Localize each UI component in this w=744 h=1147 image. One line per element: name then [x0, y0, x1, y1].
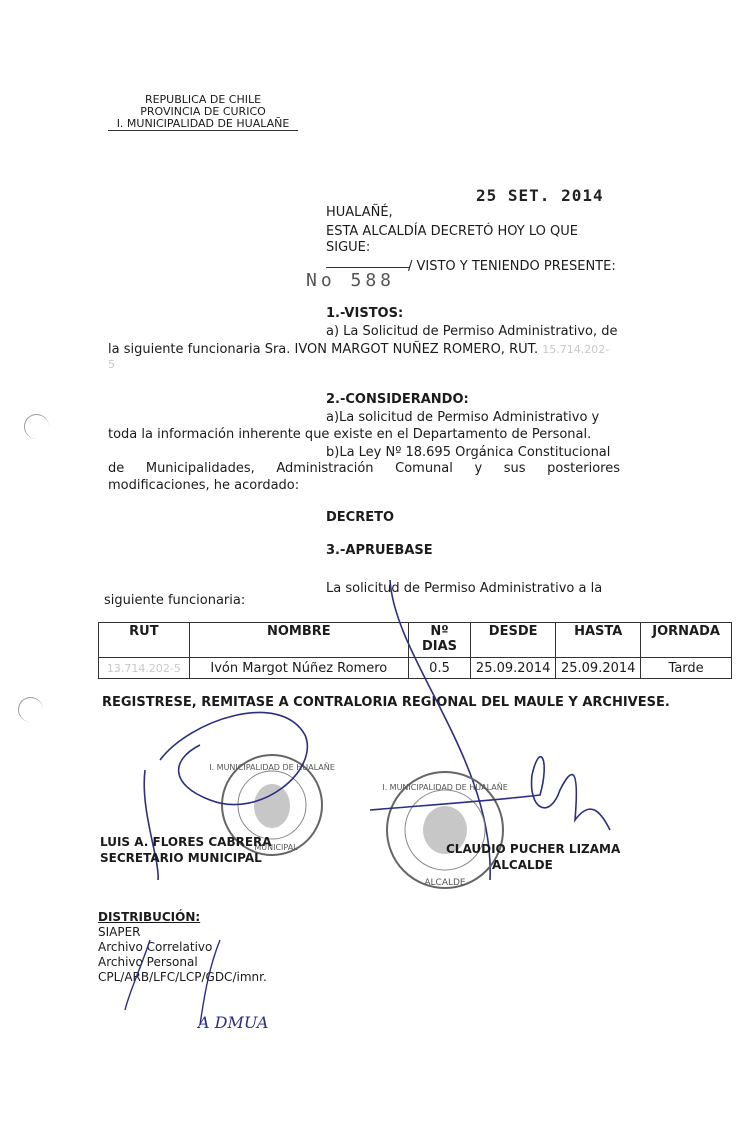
cell-rut: 13.714.202-5: [99, 658, 190, 679]
considerando-b-line1: b)La Ley Nº 18.695 Orgánica Constitucional: [326, 445, 611, 460]
distribution-item: CPL/ARB/LFC/LCP/GDC/imnr.: [98, 970, 267, 984]
cell-hasta: 25.09.2014: [556, 658, 641, 679]
col-jornada: JORNADA: [641, 623, 732, 658]
visto-line: / VISTO Y TENIENDO PRESENTE:: [408, 259, 616, 274]
sig-right-name: CLAUDIO PUCHER LIZAMA: [446, 842, 621, 856]
apruebase-line1: La solicitud de Permiso Administrativo a la: [326, 581, 603, 596]
considerando-b-line3: modificaciones, he acordado:: [108, 478, 300, 493]
seal-right-top-text: I. MUNICIPALIDAD DE HUALAÑE: [382, 783, 508, 792]
place: HUALAÑÉ,: [326, 205, 393, 220]
alcaldia-line1: ESTA ALCALDÍA DECRETÓ HOY LO QUE: [326, 224, 578, 239]
sig-left-title: SECRETARIO MUNICIPAL: [100, 851, 262, 865]
alcaldia-line2: SIGUE:: [326, 240, 371, 255]
col-dias: Nº DIAS: [408, 623, 470, 658]
apruebase-heading: 3.-APRUEBASE: [326, 543, 433, 558]
vistos-line1: a) La Solicitud de Permiso Administrativo, de: [326, 324, 618, 339]
header-province: PROVINCIA DE CURICO: [140, 105, 266, 118]
seal-left-top-text: I. MUNICIPALIDAD DE HUALAÑE: [209, 763, 335, 772]
header-block: [108, 94, 298, 131]
decreto-heading: DECRETO: [326, 510, 395, 525]
col-rut: RUT: [99, 623, 190, 658]
distribution-item: Archivo Correlativo: [98, 940, 213, 954]
col-desde: DESDE: [471, 623, 556, 658]
punch-hole-bottom: [18, 697, 43, 722]
rut-tail: 5: [108, 358, 115, 371]
handwritten-marks: [110, 930, 310, 1040]
signature-left-block: [100, 834, 272, 866]
handwritten-initials: A DMUA: [198, 1013, 269, 1032]
cell-dias: 0.5: [408, 658, 470, 679]
distribution-heading: DISTRIBUCIÓN:: [98, 910, 201, 924]
header-country: REPUBLICA DE CHILE: [144, 93, 262, 106]
signature-right-block: [446, 841, 620, 873]
number-underline: [326, 267, 410, 268]
cell-nombre: Ivón Margot Núñez Romero: [189, 658, 408, 679]
seal-right-bottom-text: ALCALDE: [424, 878, 466, 888]
cell-desde: 25.09.2014: [471, 658, 556, 679]
vistos-heading: 1.-VISTOS:: [326, 306, 404, 321]
rut-redacted: 15.714.202-: [542, 343, 610, 356]
cell-jornada: Tarde: [641, 658, 732, 679]
considerando-heading: 2.-CONSIDERANDO:: [326, 392, 469, 407]
header-municipality: I. MUNICIPALIDAD DE HUALAÑE: [108, 118, 298, 131]
vistos-line2: [108, 342, 609, 357]
punch-hole-top: [24, 414, 49, 439]
apruebase-line2: siguiente funcionaria:: [104, 593, 246, 608]
sig-left-name: LUIS A. FLORES CABRERA: [100, 835, 272, 849]
col-nombre: NOMBRE: [189, 623, 408, 658]
seal-left-bottom-text: MUNICIPAL: [254, 843, 298, 852]
registrese-line: REGISTRESE, REMITASE A CONTRALORIA REGIONAL DEL MAULE Y ARCHIVESE.: [102, 695, 670, 710]
decree-number-stamp: No 588: [306, 270, 396, 291]
vistos-line2-text: la siguiente funcionaria Sra. IVON MARGOT NUÑEZ ROMERO, RUT.: [108, 342, 539, 357]
considerando-a-line2: toda la información inherente que existe en el Departamento de Personal.: [108, 427, 592, 442]
date-stamp: 25 SET. 2014: [476, 186, 604, 205]
distribution-item: Archivo Personal: [98, 955, 198, 969]
considerando-a-line1: a)La solicitud de Permiso Administrativo y: [326, 410, 600, 425]
distribution-item: SIAPER: [98, 925, 141, 939]
sig-right-title: ALCALDE: [492, 858, 553, 872]
considerando-b-line2: de Municipalidades, Administración Comunal y sus posteriores: [108, 461, 620, 476]
col-hasta: HASTA: [556, 623, 641, 658]
